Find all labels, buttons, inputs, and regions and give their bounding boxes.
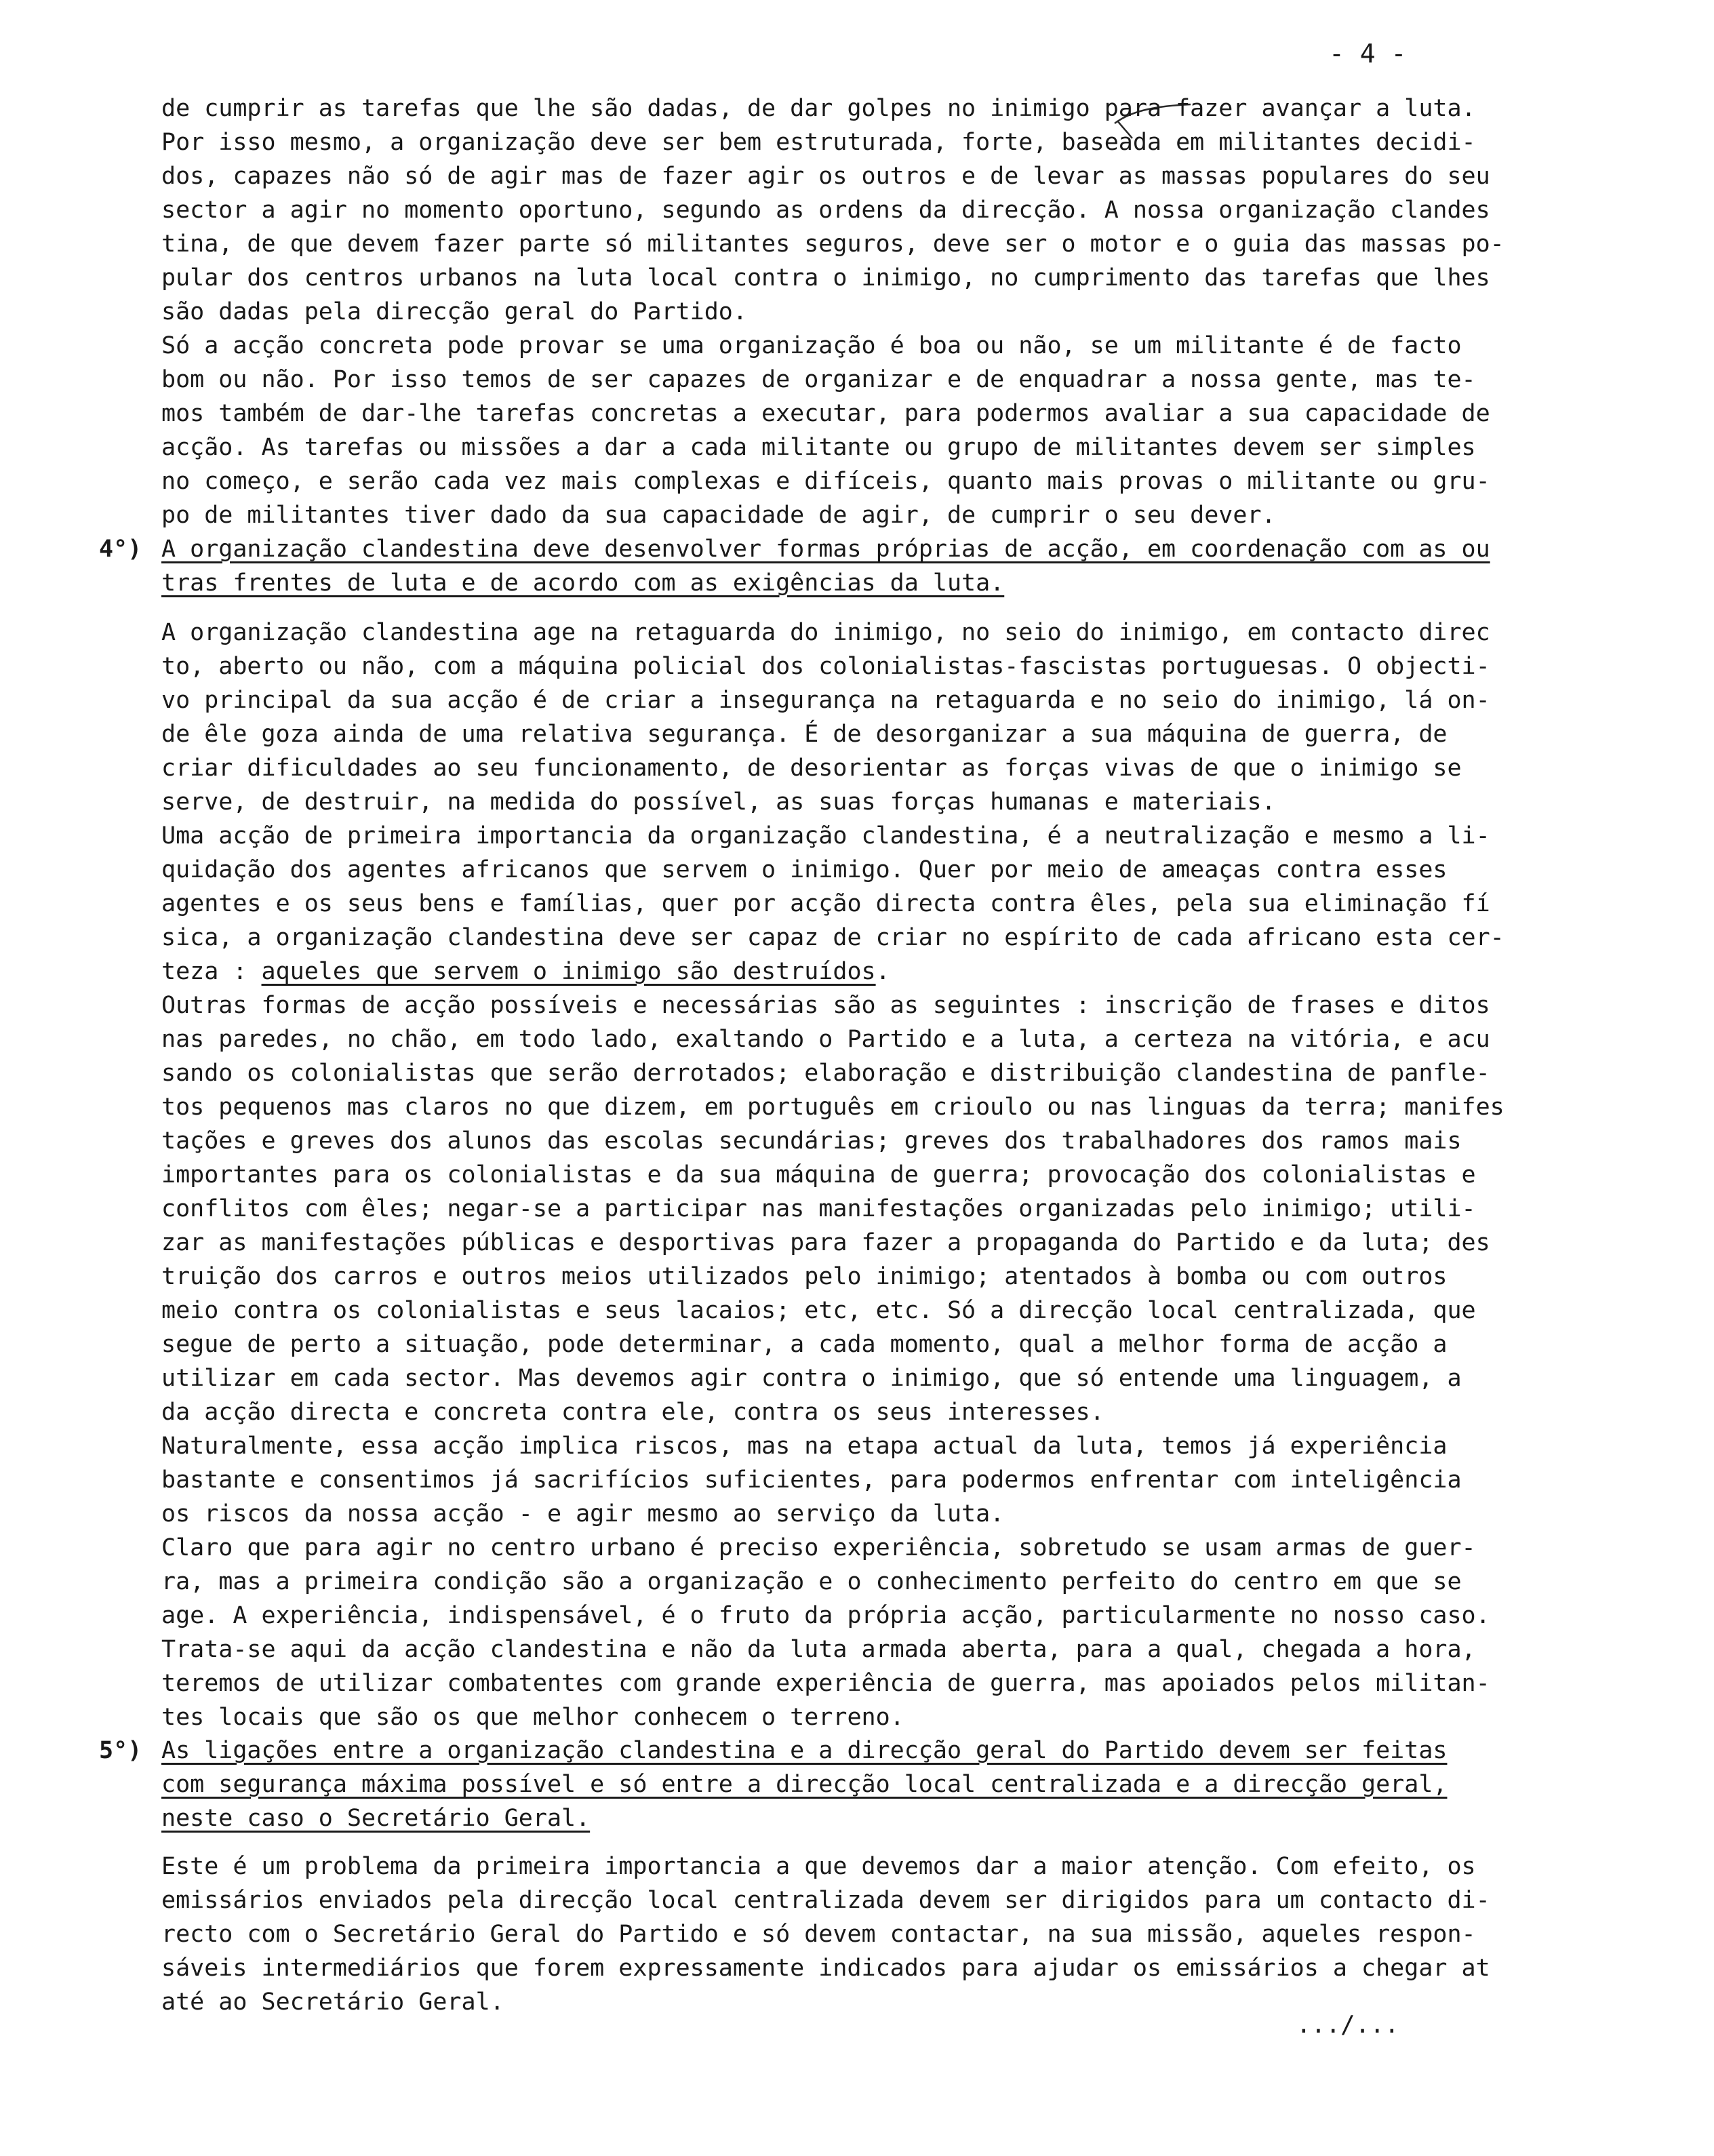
section-heading-4 — [161, 532, 1660, 600]
text-line: sáveis intermediários que forem expressamente indicados para ajudar os emissários a chegar at — [161, 1955, 1490, 1982]
text-line: bastante e consentimos já sacrifícios suficientes, para podermos enfrentar com inteligência — [161, 1466, 1462, 1494]
text-line: são dadas pela direcção geral do Partido. — [161, 298, 747, 325]
text-line: po de militantes tiver dado da sua capacidade de agir, de cumprir o seu dever. — [161, 502, 1276, 529]
text-line — [161, 955, 1660, 989]
section-number-5: 5°) — [99, 1737, 142, 1764]
text-line: agentes e os seus bens e famílias, quer por acção directa contra êles, pela sua eliminação fí — [161, 890, 1490, 917]
text-line: conflitos com êles; negar-se a participar nas manifestações organizadas pelo inimigo; utili- — [161, 1195, 1476, 1222]
paragraph-organization — [161, 92, 1660, 329]
text-line: tações e greves dos alunos das escolas secundárias; greves dos trabalhadores dos ramos mais — [161, 1127, 1462, 1155]
text-line: sica, a organização clandestina deve ser capaz de criar no espírito de cada africano esta cer- — [161, 924, 1504, 951]
text-line: acção. As tarefas ou missões a dar a cada militante ou grupo de militantes devem ser simples — [161, 434, 1476, 461]
text-line: zar as manifestações públicas e desportivas para fazer a propaganda do Partido e da luta; des — [161, 1229, 1490, 1256]
paragraph-emissaries — [161, 1850, 1660, 2019]
text-line: teremos de utilizar combatentes com grande experiência de guerra, mas apoiados pelos militan- — [161, 1670, 1490, 1697]
paragraph-neutralization — [161, 819, 1660, 989]
text-line: Este é um problema da primeira importancia a que devemos dar a maior atenção. Com efeito, os — [161, 1853, 1476, 1880]
text-line: tina, de que devem fazer parte só militantes seguros, deve ser o motor e o guia das massas po- — [161, 231, 1504, 258]
text-fragment: teza : — [161, 958, 262, 985]
text-line: Trata-se aqui da acção clandestina e não da luta armada aberta, para a qual, chegada a hora, — [161, 1636, 1476, 1663]
paragraph-clandestine-action — [161, 616, 1660, 819]
continuation-mark: .../... — [1296, 2011, 1399, 2039]
text-line: Naturalmente, essa acção implica riscos, mas na etapa actual da luta, temos já experiência — [161, 1433, 1448, 1460]
underlined-phrase: aqueles que servem o inimigo são destruídos — [261, 958, 876, 985]
text-line: de cumprir as tarefas que lhe são dadas, de dar golpes no inimigo para fazer avançar a luta. — [161, 95, 1476, 122]
text-line: Por isso mesmo, a organização deve ser bem estruturada, forte, baseada em militantes decidi- — [161, 129, 1476, 156]
text-line: vo principal da sua acção é de criar a insegurança na retaguarda e no seio do inimigo, lá on- — [161, 687, 1490, 714]
text-line: quidação dos agentes africanos que servem o inimigo. Quer por meio de ameaças contra esses — [161, 856, 1448, 883]
text-line: ra, mas a primeira condição são a organização e o conhecimento perfeito do centro em que se — [161, 1568, 1462, 1595]
text-line: tos pequenos mas claros no que dizem, em português em crioulo ou nas linguas da terra; manifes — [161, 1094, 1504, 1121]
text-line: Uma acção de primeira importancia da organização clandestina, é a neutralização e mesmo a li- — [161, 822, 1490, 850]
text-line: segue de perto a situação, pode determinar, a cada momento, qual a melhor forma de acção a — [161, 1331, 1448, 1358]
text-line: utilizar em cada sector. Mas devemos agir contra o inimigo, que só entende uma linguagem, a — [161, 1365, 1462, 1392]
paragraph-concrete-action — [161, 329, 1660, 532]
section-number-4: 4°) — [99, 536, 142, 563]
heading-line: tras frentes de luta e de acordo com as exigências da luta. — [161, 570, 1005, 597]
text-line: no começo, e serão cada vez mais complexas e difíceis, quanto mais provas o militante ou gru- — [161, 468, 1490, 495]
heading-line: A organização clandestina deve desenvolver formas próprias de acção, em coordenação com as ou — [161, 536, 1490, 563]
text-line: bom ou não. Por isso temos de ser capazes de organizar e de enquadrar a nossa gente, mas te- — [161, 366, 1476, 393]
text-line: Claro que para agir no centro urbano é preciso experiência, sobretudo se usam armas de guer- — [161, 1534, 1476, 1561]
text-line: serve, de destruir, na medida do possível, as suas forças humanas e materiais. — [161, 788, 1276, 816]
page-number: - 4 - — [1329, 39, 1407, 68]
text-line: Só a acção concreta pode provar se uma organização é boa ou não, se um militante é de facto — [161, 332, 1462, 359]
text-line: meio contra os colonialistas e seus lacaios; etc, etc. Só a direcção local centralizada, que — [161, 1297, 1476, 1324]
heading-line: com segurança máxima possível e só entre a direcção local centralizada e a direcção geral, — [161, 1771, 1448, 1798]
text-line: até ao Secretário Geral. — [161, 1989, 504, 2016]
paragraph-experience — [161, 1531, 1660, 1734]
heading-line: neste caso o Secretário Geral. — [161, 1805, 591, 1832]
text-line: mos também de dar-lhe tarefas concretas a executar, para podermos avaliar a sua capacidade de — [161, 400, 1490, 427]
text-line: sector a agir no momento oportuno, segundo as ordens da direcção. A nossa organização clandes — [161, 197, 1490, 224]
text-line: truição dos carros e outros meios utilizados pelo inimigo; atentados à bomba ou com outros — [161, 1263, 1448, 1290]
text-line: to, aberto ou não, com a máquina policial dos colonialistas-fascistas portuguesas. O objecti- — [161, 653, 1490, 680]
text-line: os riscos da nossa acção - e agir mesmo ao serviço da luta. — [161, 1500, 1005, 1528]
paragraph-other-forms — [161, 989, 1660, 1429]
text-line: importantes para os colonialistas e da sua máquina de guerra; provocação dos colonialistas e — [161, 1161, 1476, 1189]
heading-line: As ligações entre a organização clandestina e a direcção geral do Partido devem ser feitas — [161, 1737, 1448, 1764]
text-line: Outras formas de acção possíveis e necessárias são as seguintes : inscrição de frases e ditos — [161, 992, 1490, 1019]
text-line: pular dos centros urbanos na luta local contra o inimigo, no cumprimento das tarefas que lhes — [161, 264, 1490, 292]
text-line: age. A experiência, indispensável, é o fruto da própria acção, particularmente no nosso caso. — [161, 1602, 1490, 1629]
text-fragment: . — [875, 958, 890, 985]
text-line: sando os colonialistas que serão derrotados; elaboração e distribuição clandestina de panfle- — [161, 1060, 1490, 1087]
text-line: de êle goza ainda de uma relativa segurança. É de desorganizar a sua máquina de guerra, de — [161, 721, 1448, 748]
text-line: recto com o Secretário Geral do Partido e só devem contactar, na sua missão, aqueles respon- — [161, 1921, 1476, 1948]
text-line: nas paredes, no chão, em todo lado, exaltando o Partido e a luta, a certeza na vitória, e acu — [161, 1026, 1490, 1053]
paragraph-risks — [161, 1429, 1660, 1531]
text-line: emissários enviados pela direcção local centralizada devem ser dirigidos para um contacto di- — [161, 1887, 1490, 1914]
text-line: criar dificuldades ao seu funcionamento, de desorientar as forças vivas de que o inimigo se — [161, 755, 1462, 782]
text-line: dos, capazes não só de agir mas de fazer agir os outros e de levar as massas populares do seu — [161, 163, 1490, 190]
section-heading-5 — [161, 1734, 1660, 1835]
text-line: A organização clandestina age na retaguarda do inimigo, no seio do inimigo, em contacto direc — [161, 619, 1490, 646]
text-line: tes locais que são os que melhor conhecem o terreno. — [161, 1704, 904, 1731]
text-line: da acção directa e concreta contra ele, contra os seus interesses. — [161, 1399, 1104, 1426]
